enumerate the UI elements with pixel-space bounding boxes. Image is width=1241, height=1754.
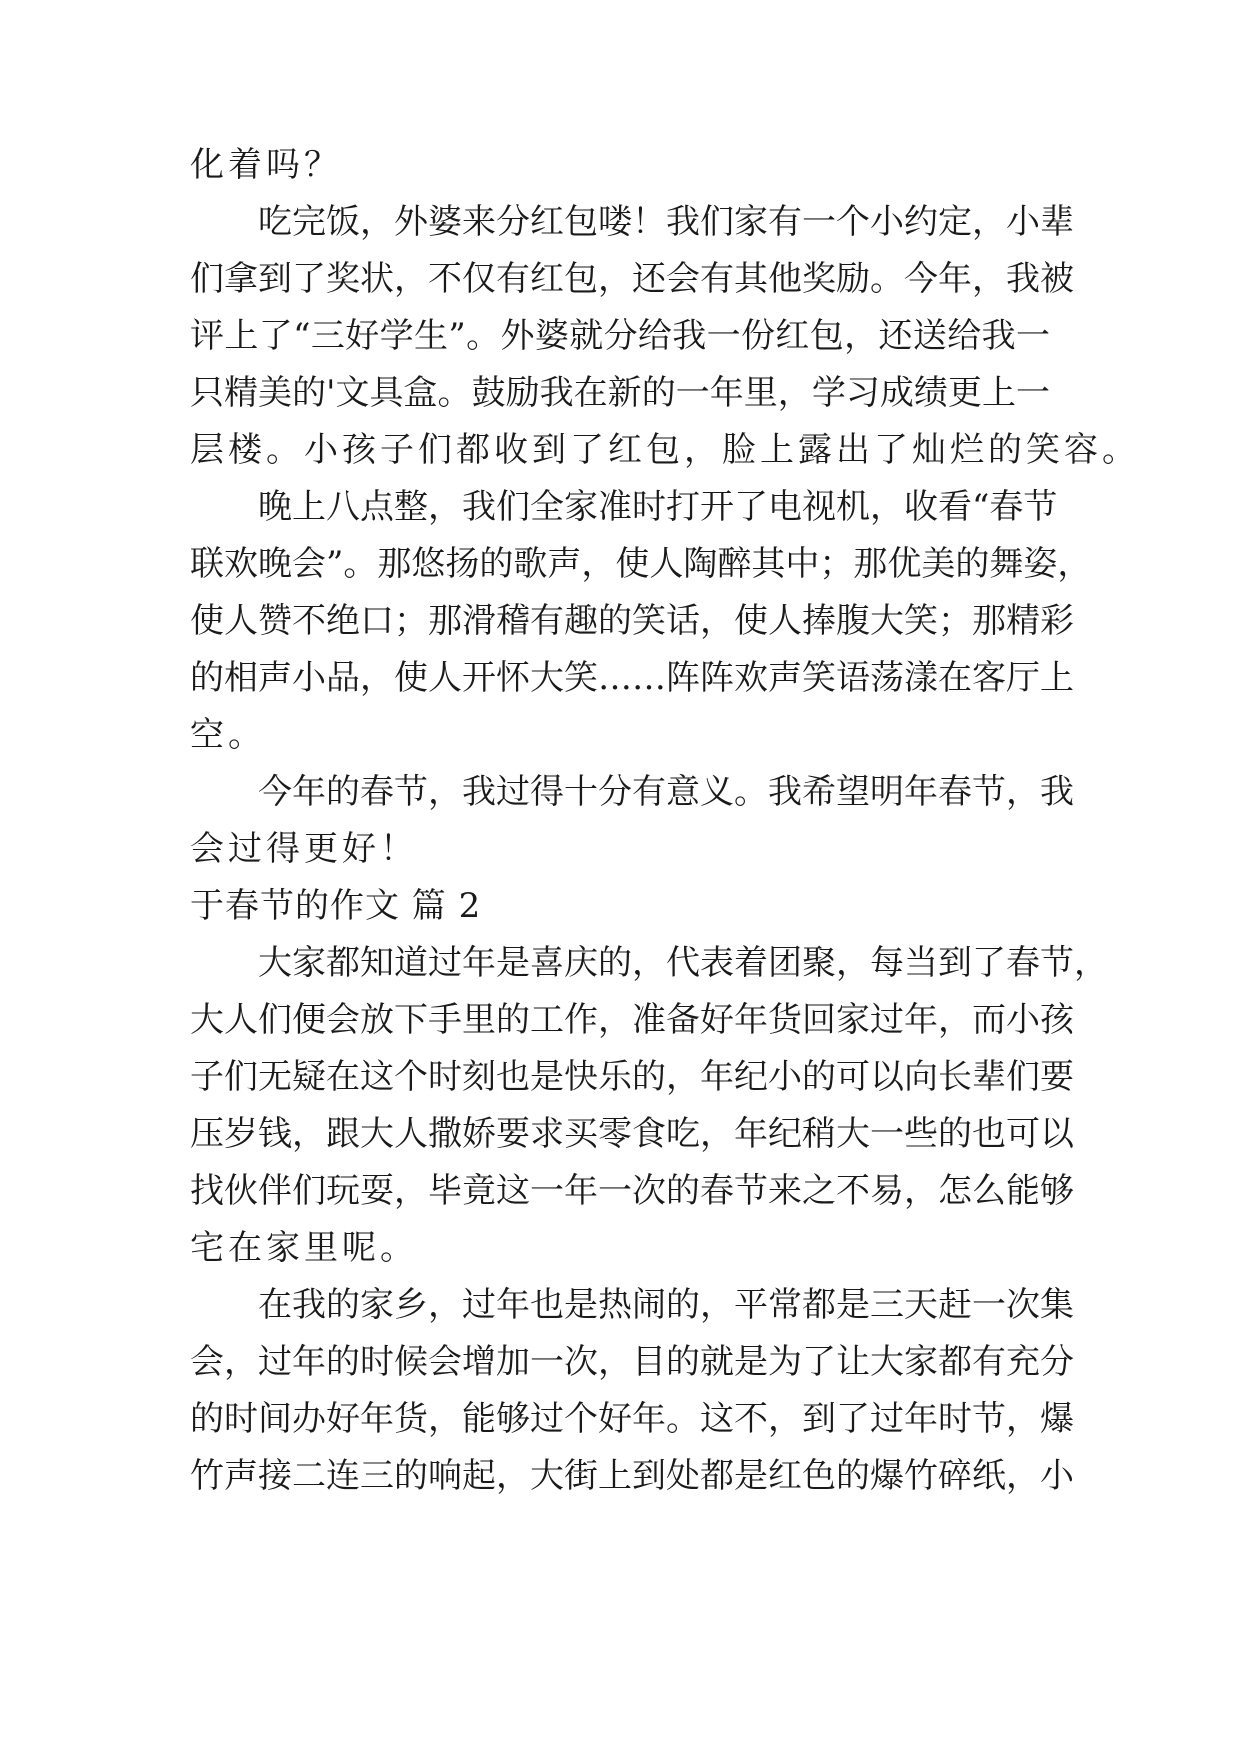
text-line: 化着吗？: [190, 145, 342, 185]
text-line: 使人赞不绝口；那滑稽有趣的笑话，使人捧腹大笑；那精彩: [190, 601, 1074, 641]
text-line: 宅在家里呢。: [190, 1228, 418, 1268]
text-line: 找伙伴们玩耍，毕竟这一年一次的春节来之不易，怎么能够: [190, 1171, 1074, 1211]
text-line: 们拿到了奖状，不仅有红包，还会有其他奖励。今年，我被: [190, 259, 1074, 299]
paragraph-first-line: 在我的家乡，过年也是热闹的，平常都是三天赶一次集: [258, 1285, 1074, 1325]
text-line: 只精美的'文具盒。鼓励我在新的一年里，学习成绩更上一: [190, 373, 1050, 413]
paragraph-first-line: 今年的春节，我过得十分有意义。我希望明年春节，我: [258, 772, 1074, 812]
paragraph-first-line: 吃完饭，外婆来分红包喽！我们家有一个小约定，小辈: [258, 202, 1074, 242]
section-heading: 于春节的作文 篇 2: [190, 886, 482, 926]
text-line: 压岁钱，跟大人撒娇要求买零食吃，年纪稍大一些的也可以: [190, 1114, 1074, 1154]
text-line: 联欢晚会”。那悠扬的歌声，使人陶醉其中；那优美的舞姿，: [190, 544, 1092, 584]
text-line: 子们无疑在这个时刻也是快乐的，年纪小的可以向长辈们要: [190, 1057, 1074, 1097]
text-line: 竹声接二连三的响起，大街上到处都是红色的爆竹碎纸，小: [190, 1456, 1074, 1496]
text-line: 层楼。小孩子们都收到了红包，脸上露出了灿烂的笑容。: [190, 430, 1140, 470]
paragraph-first-line: 大家都知道过年是喜庆的，代表着团聚，每当到了春节，: [258, 943, 1108, 983]
text-line: 会过得更好！: [190, 829, 418, 869]
text-line: 的相声小品，使人开怀大笑……阵阵欢声笑语荡漾在客厅上: [190, 658, 1074, 698]
text-line: 大人们便会放下手里的工作，准备好年货回家过年，而小孩: [190, 1000, 1074, 1040]
paragraph-first-line: 晚上八点整，我们全家准时打开了电视机，收看“春节: [258, 487, 1058, 527]
text-line: 评上了“三好学生”。外婆就分给我一份红包，还送给我一: [190, 316, 1050, 356]
document-page: [190, 0, 1140, 1754]
text-line: 会，过年的时候会增加一次，目的就是为了让大家都有充分: [190, 1342, 1074, 1382]
text-line: 空。: [190, 715, 266, 755]
text-line: 的时间办好年货，能够过个好年。这不，到了过年时节，爆: [190, 1399, 1074, 1439]
